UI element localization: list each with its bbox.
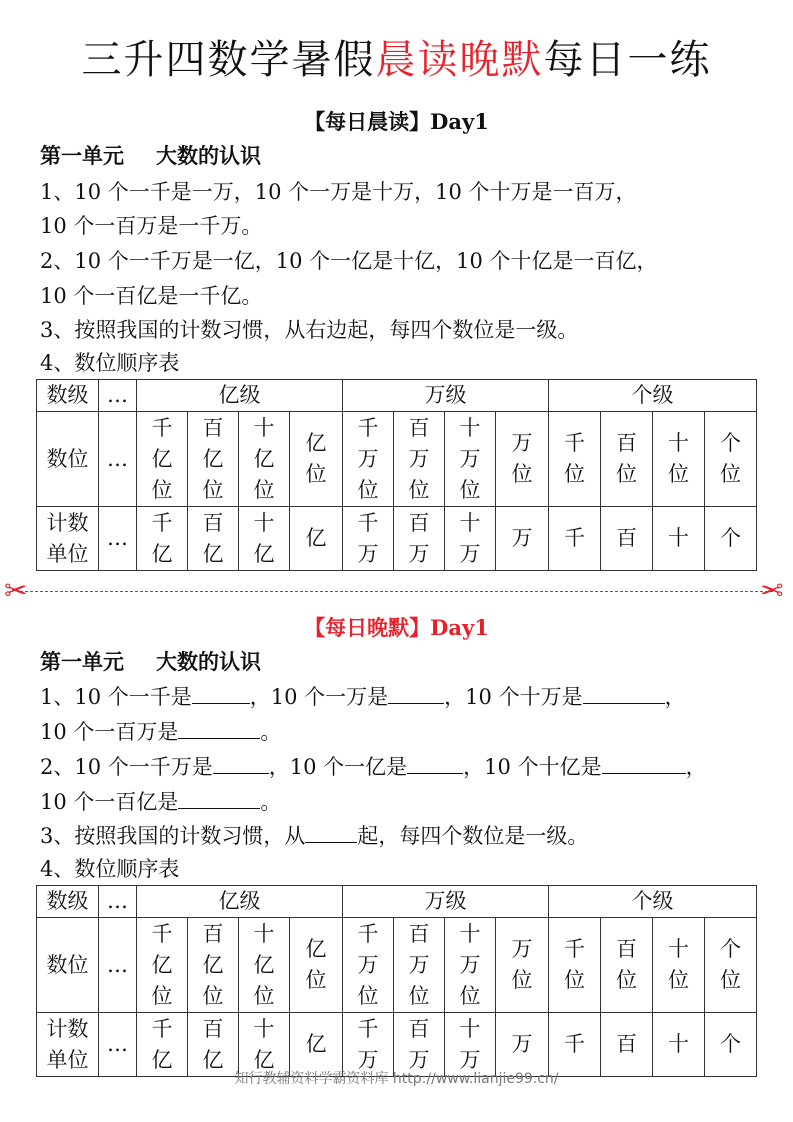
unit-cell: 十亿 bbox=[239, 507, 290, 571]
unit-cell: 百亿 bbox=[188, 1013, 239, 1077]
level-wan: 万级 bbox=[343, 380, 549, 412]
ellipsis: … bbox=[99, 507, 137, 571]
row-label-level: 数级 bbox=[37, 886, 99, 918]
place-cell: 百亿位 bbox=[188, 918, 239, 1013]
morning-line-4: 10 个一百亿是一千亿。 bbox=[40, 284, 263, 308]
row-label-unit: 计数单位 bbox=[37, 1013, 99, 1077]
place-cell: 亿位 bbox=[290, 918, 343, 1013]
scissors-icon: ✂ bbox=[4, 574, 28, 607]
evening-line-6: 4、数位顺序表 bbox=[40, 857, 180, 881]
morning-unit-title: 大数的认识 bbox=[156, 143, 261, 168]
unit-cell: 百亿 bbox=[188, 507, 239, 571]
title-part3: 每日一练 bbox=[543, 37, 712, 83]
ellipsis: … bbox=[99, 380, 137, 412]
answer-blank[interactable] bbox=[388, 683, 444, 704]
row-label-place: 数位 bbox=[37, 918, 99, 1013]
place-cell: 十亿位 bbox=[239, 412, 290, 507]
ellipsis: … bbox=[99, 918, 137, 1013]
evening-header: 【每日晚默】Day1 bbox=[304, 615, 489, 640]
place-cell: 千位 bbox=[549, 412, 601, 507]
unit-cell: 百 bbox=[601, 1013, 653, 1077]
footer-watermark: 知行教辅资料学霸资料库 http://www.lianjie99.cn/ bbox=[234, 1071, 559, 1087]
place-cell: 万位 bbox=[496, 918, 549, 1013]
answer-blank[interactable] bbox=[305, 822, 357, 843]
morning-place-value-table bbox=[36, 379, 757, 571]
place-cell: 个位 bbox=[705, 918, 757, 1013]
place-cell: 百万位 bbox=[394, 918, 445, 1013]
ellipsis: … bbox=[99, 1013, 137, 1077]
morning-line-3: 2、10 个一千万是一亿，10 个一亿是十亿，10 个十亿是一百亿， bbox=[40, 249, 658, 273]
answer-blank[interactable] bbox=[178, 718, 260, 739]
level-ge: 个级 bbox=[549, 886, 757, 918]
place-cell: 个位 bbox=[705, 412, 757, 507]
unit-cell: 千亿 bbox=[137, 507, 188, 571]
evening-unit-label: 第一单元 bbox=[40, 649, 124, 674]
level-ge: 个级 bbox=[549, 380, 757, 412]
evening-line-1: 1、10 个一千是 ，10 个一万是 ，10 个十万是 ， bbox=[40, 685, 686, 709]
level-yi: 亿级 bbox=[137, 380, 343, 412]
unit-cell: 万 bbox=[496, 1013, 549, 1077]
place-cell: 十万位 bbox=[445, 412, 496, 507]
unit-cell: 亿 bbox=[290, 1013, 343, 1077]
evening-place-value-table bbox=[36, 885, 757, 1077]
unit-cell: 千万 bbox=[343, 1013, 394, 1077]
unit-cell: 个 bbox=[705, 1013, 757, 1077]
unit-cell: 百万 bbox=[394, 507, 445, 571]
place-cell: 千亿位 bbox=[137, 918, 188, 1013]
place-cell: 万位 bbox=[496, 412, 549, 507]
place-cell: 十位 bbox=[653, 918, 705, 1013]
unit-cell: 十万 bbox=[445, 1013, 496, 1077]
evening-unit-title: 大数的认识 bbox=[156, 649, 261, 674]
unit-cell: 十 bbox=[653, 1013, 705, 1077]
answer-blank[interactable] bbox=[407, 753, 463, 774]
morning-unit-label: 第一单元 bbox=[40, 143, 124, 168]
unit-cell: 百 bbox=[601, 507, 653, 571]
answer-blank[interactable] bbox=[178, 788, 260, 809]
cut-line bbox=[20, 591, 773, 592]
evening-line-2: 10 个一百万是 。 bbox=[40, 720, 282, 744]
place-cell: 百亿位 bbox=[188, 412, 239, 507]
answer-blank[interactable] bbox=[213, 753, 269, 774]
title-part1: 三升四数学暑假 bbox=[81, 37, 376, 83]
morning-line-6: 4、数位顺序表 bbox=[40, 351, 180, 375]
place-cell: 十亿位 bbox=[239, 918, 290, 1013]
unit-cell: 亿 bbox=[290, 507, 343, 571]
unit-cell: 百万 bbox=[394, 1013, 445, 1077]
place-cell: 亿位 bbox=[290, 412, 343, 507]
morning-unit bbox=[40, 140, 261, 170]
unit-cell: 十亿 bbox=[239, 1013, 290, 1077]
place-cell: 千位 bbox=[549, 918, 601, 1013]
morning-line-1: 1、10 个一千是一万，10 个一万是十万，10 个十万是一百万， bbox=[40, 180, 637, 204]
answer-blank[interactable] bbox=[192, 683, 250, 704]
place-cell: 百位 bbox=[601, 412, 653, 507]
place-cell: 百万位 bbox=[394, 412, 445, 507]
title-part2: 晨读晚默 bbox=[375, 37, 544, 83]
answer-blank[interactable] bbox=[583, 683, 665, 704]
place-cell: 百位 bbox=[601, 918, 653, 1013]
ellipsis: … bbox=[99, 886, 137, 918]
morning-line-2: 10 个一百万是一千万。 bbox=[40, 214, 263, 238]
place-cell: 千亿位 bbox=[137, 412, 188, 507]
unit-cell: 千万 bbox=[343, 507, 394, 571]
morning-header: 【每日晨读】Day1 bbox=[304, 109, 489, 134]
evening-unit bbox=[40, 646, 261, 676]
answer-blank[interactable] bbox=[602, 753, 686, 774]
scissors-icon: ✂ bbox=[760, 574, 784, 607]
row-label-unit: 计数单位 bbox=[37, 507, 99, 571]
unit-cell: 十万 bbox=[445, 507, 496, 571]
unit-cell: 十 bbox=[653, 507, 705, 571]
place-cell: 十位 bbox=[653, 412, 705, 507]
unit-cell: 千 bbox=[549, 507, 601, 571]
unit-cell: 千 bbox=[549, 1013, 601, 1077]
evening-line-5: 3、按照我国的计数习惯，从 起，每四个数位是一级。 bbox=[40, 824, 589, 848]
place-cell: 千万位 bbox=[343, 918, 394, 1013]
row-label-place: 数位 bbox=[37, 412, 99, 507]
ellipsis: … bbox=[99, 412, 137, 507]
row-label-level: 数级 bbox=[37, 380, 99, 412]
unit-cell: 千亿 bbox=[137, 1013, 188, 1077]
level-wan: 万级 bbox=[343, 886, 549, 918]
unit-cell: 万 bbox=[496, 507, 549, 571]
page-title bbox=[0, 28, 793, 85]
level-yi: 亿级 bbox=[137, 886, 343, 918]
place-cell: 千万位 bbox=[343, 412, 394, 507]
unit-cell: 个 bbox=[705, 507, 757, 571]
evening-line-3: 2、10 个一千万是 ，10 个一亿是 ，10 个十亿是 ， bbox=[40, 755, 707, 779]
place-cell: 十万位 bbox=[445, 918, 496, 1013]
evening-line-4: 10 个一百亿是 。 bbox=[40, 790, 282, 814]
morning-line-5: 3、按照我国的计数习惯，从右边起，每四个数位是一级。 bbox=[40, 318, 579, 342]
